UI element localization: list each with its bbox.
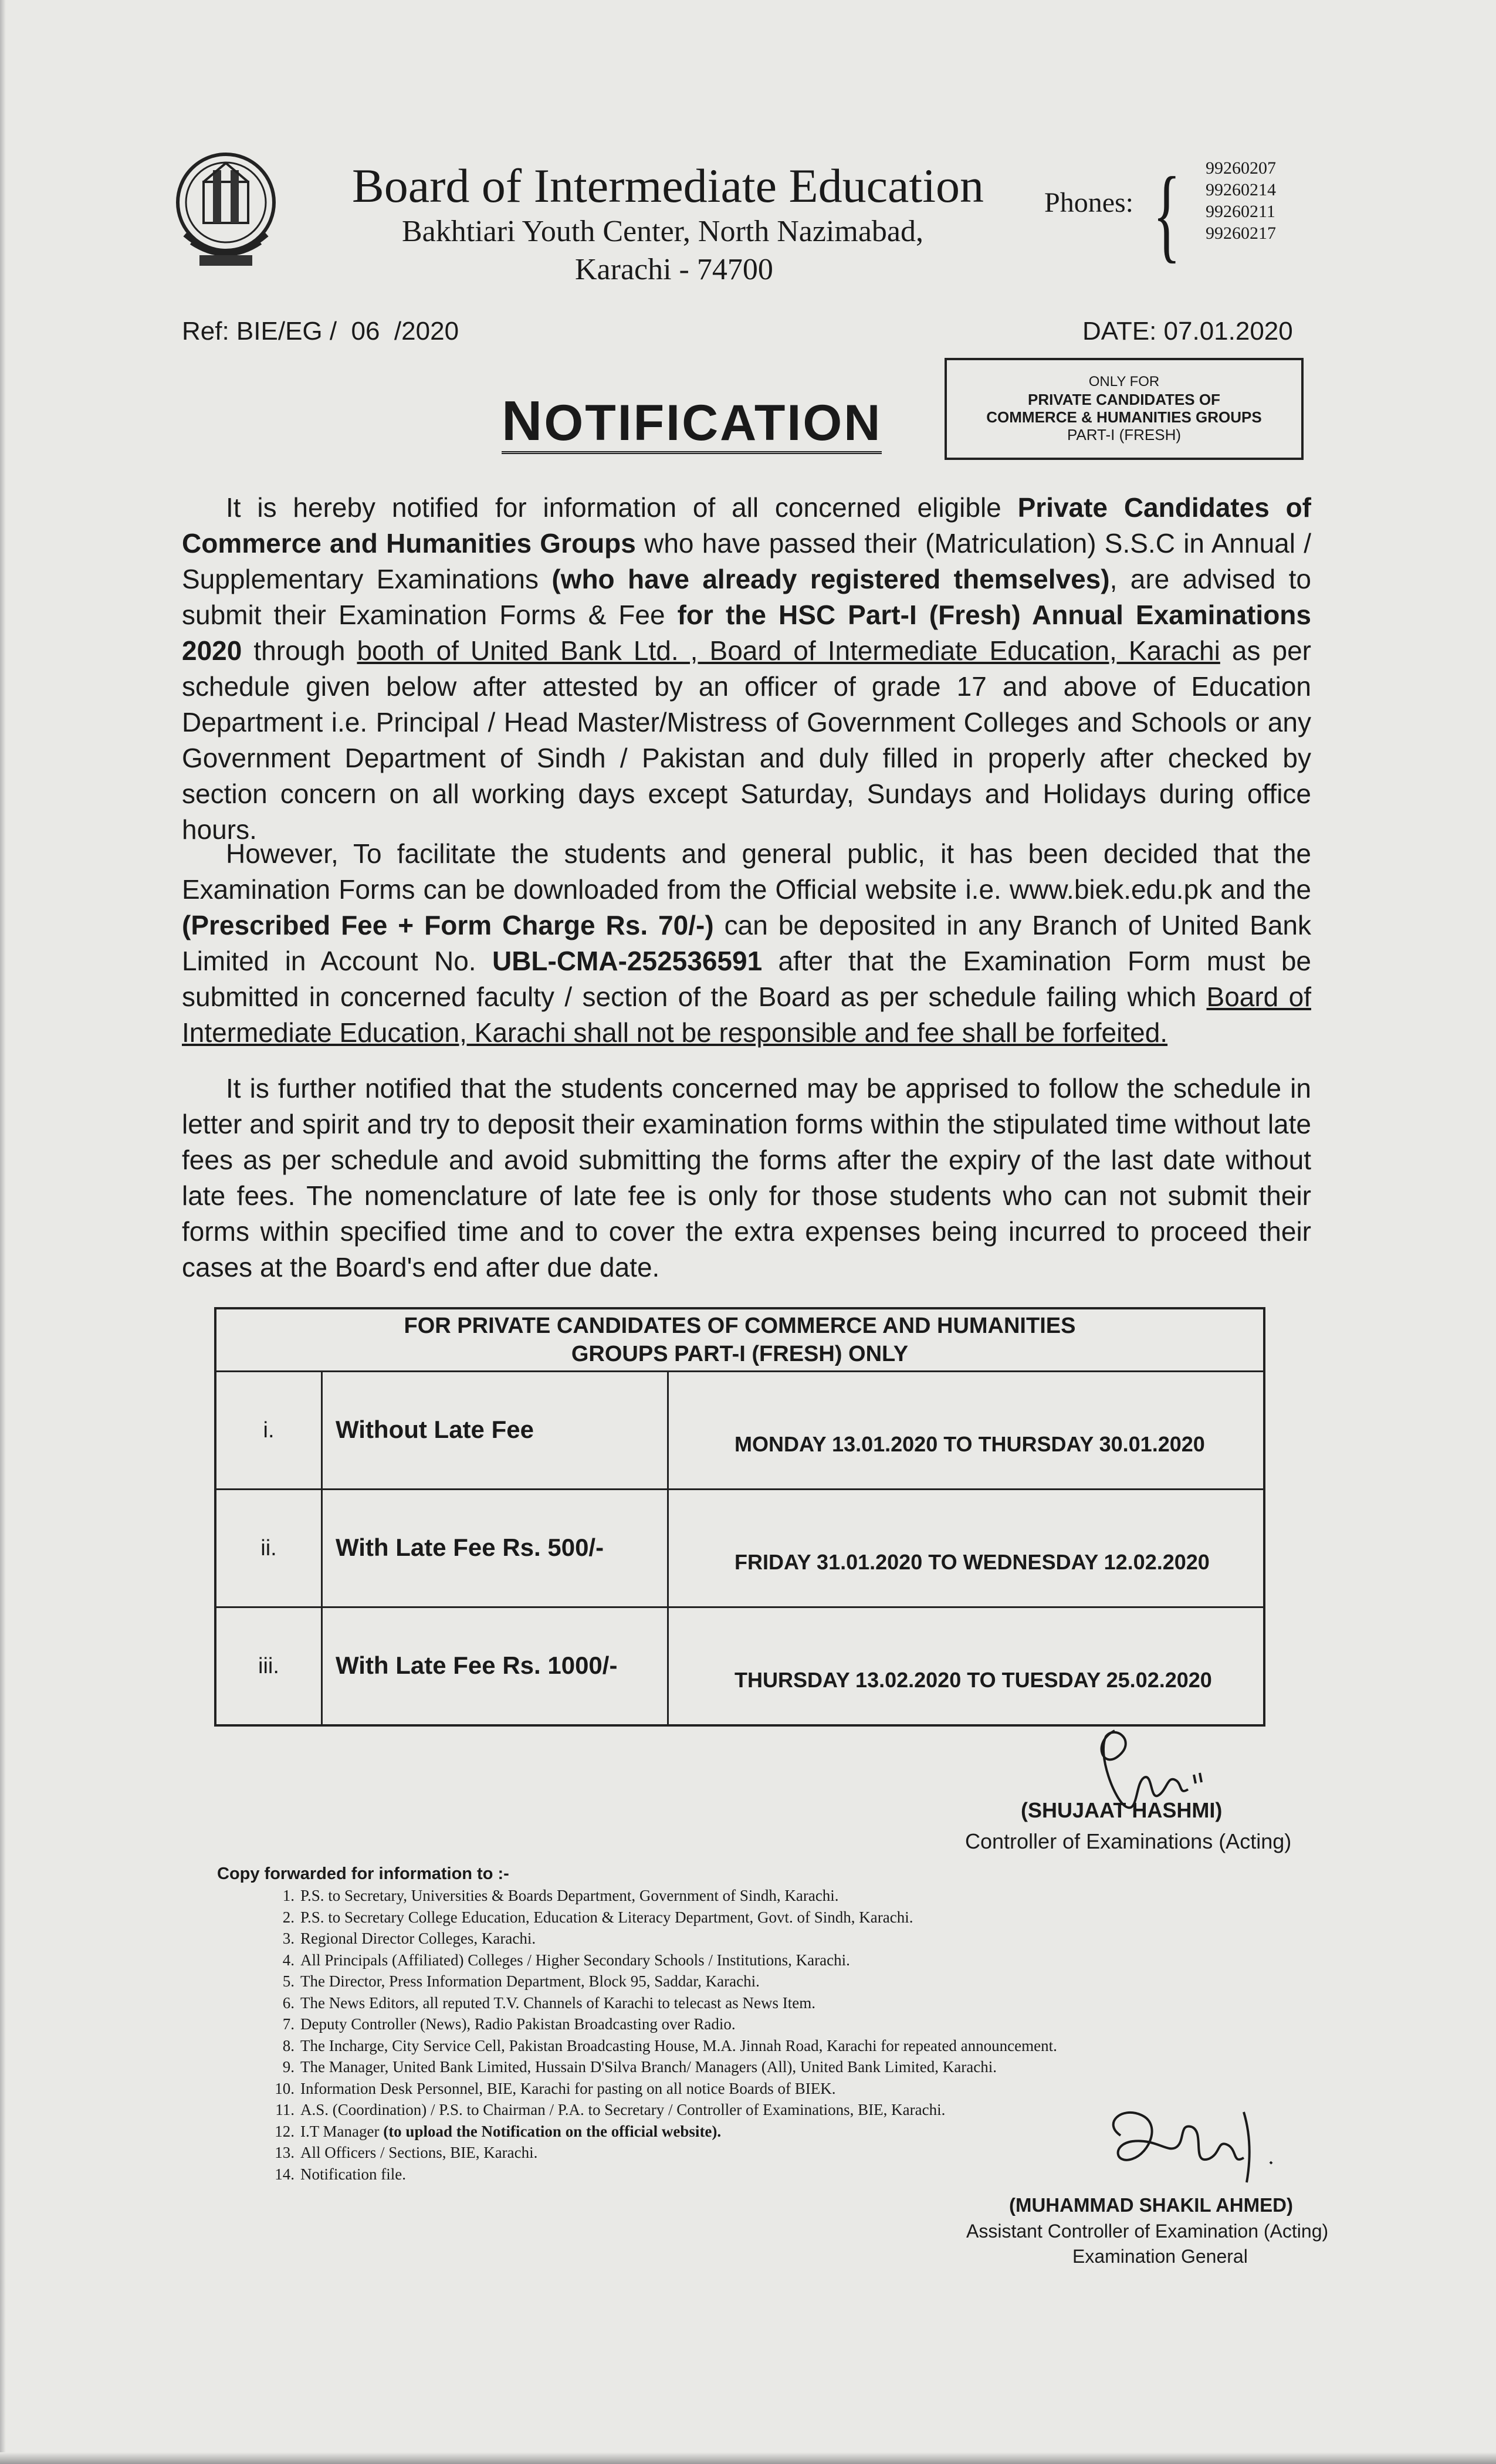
phone-number: 99260207 bbox=[1206, 158, 1276, 178]
item-text: Notification file. bbox=[300, 2165, 406, 2183]
list-item bbox=[264, 2099, 1057, 2121]
board-seal-icon bbox=[167, 147, 285, 276]
item-number: 7. bbox=[282, 2015, 295, 2033]
paragraph-schedule-notice: It is further notified that the students concerned may be apprised to follow the schedule in letter and spirit and try to deposit their examination forms within the stipulated time without late fees as per schedule and avoid submitting the forms after the expiry of the last date without late fees. The nomenclature of late fee is only for those students who can not submit their forms within specified time and to cover the extra expenses being incurred to proceed their cases at the Board's end after due date. bbox=[182, 1073, 1311, 1282]
date-range: FRIDAY 31.01.2020 TO WEDNESDAY 12.02.2020 bbox=[668, 1490, 1265, 1607]
table-row bbox=[215, 1490, 1264, 1607]
reference-number: Ref: BIE/EG / 06 /2020 bbox=[182, 317, 459, 346]
list-item bbox=[264, 2142, 1057, 2164]
schedule-header bbox=[215, 1308, 1264, 1372]
item-number: 13. bbox=[275, 2144, 295, 2161]
notification-date: DATE: 07.01.2020 bbox=[1082, 317, 1293, 346]
fee-category: With Late Fee Rs. 1000/- bbox=[322, 1607, 668, 1726]
item-text: All Officers / Sections, BIE, Karachi. bbox=[300, 2144, 538, 2161]
item-number: 4. bbox=[282, 1951, 295, 1969]
item-number: 10. bbox=[275, 2079, 295, 2097]
item-text: The Director, Press Information Department, Block 95, Saddar, Karachi. bbox=[300, 1972, 760, 1990]
row-number: ii. bbox=[215, 1490, 322, 1607]
item-text: A.S. (Coordination) / P.S. to Chairman / P.A. to Secretary / Controller of Examinations, BIE, Karachi. bbox=[300, 2101, 946, 2118]
para-text: through bbox=[242, 635, 357, 666]
item-text: The News Editors, all reputed T.V. Channels of Karachi to telecast as News Item. bbox=[300, 1993, 816, 2012]
account-number: UBL-CMA-252536591 bbox=[492, 946, 763, 976]
board-address-line2: Karachi - 74700 bbox=[575, 253, 773, 286]
notification-title bbox=[502, 390, 882, 454]
para-bold: (Prescribed Fee + Form Charge Rs. 70/-) bbox=[182, 910, 714, 940]
item-text: P.S. to Secretary, Universities & Boards Department, Government of Sindh, Karachi. bbox=[300, 1887, 839, 1904]
title-initial: N bbox=[502, 390, 544, 452]
scan-edge-bottom bbox=[0, 2452, 1496, 2464]
eligibility-line: COMMERCE & HUMANITIES GROUPS bbox=[986, 408, 1262, 426]
item-number: 9. bbox=[282, 2058, 295, 2076]
phone-number: 99260217 bbox=[1206, 224, 1276, 243]
list-item bbox=[264, 1971, 1057, 1992]
fee-category: Without Late Fee bbox=[322, 1372, 668, 1490]
row-number: i. bbox=[215, 1372, 322, 1490]
assistant-controller-signature bbox=[1097, 2089, 1285, 2197]
item-text: P.S. to Secretary College Education, Education & Literacy Department, Govt. of Sindh, Karachi. bbox=[300, 1908, 913, 1926]
para-text: who have passed their (Matriculation) S.S.C in Annual / Supplementary Examinations bbox=[182, 528, 1311, 594]
paragraph-online-deposit bbox=[182, 836, 1311, 1051]
para-bold: for the HSC Part-I (Fresh) Annual Examinations 2020 bbox=[182, 600, 1311, 666]
para-text: as per schedule given below after attested by an officer of grade 17 and above of Education Department i.e. Principal / Head Master/Mistress of Government Colleges and Schools or any Government Department of Sindh / Pakistan and duly filled in properly after checked by section concern on all working days except Saturday, Sundays and Holidays during office hours. bbox=[182, 635, 1311, 845]
list-item bbox=[264, 2035, 1057, 2057]
para-text: However, To facilitate the students and general public, it has been decided that the Examination Forms can be downloaded from the Official website i.e. www.biek.edu.pk and the bbox=[182, 838, 1311, 905]
phone-number: 99260211 bbox=[1206, 202, 1275, 221]
para-text: can be deposited in any Branch of United Bank Limited in Account No. bbox=[182, 910, 1312, 976]
row-number: iii. bbox=[215, 1607, 322, 1726]
list-item bbox=[264, 2121, 1057, 2143]
paragraph-eligibility bbox=[182, 490, 1311, 848]
copy-forwarded-heading: Copy forwarded for information to :- bbox=[217, 1864, 509, 1883]
item-text: The Manager, United Bank Limited, Hussain D'Silva Branch/ Managers (All), United Bank Limited, Karachi. bbox=[300, 2058, 997, 2076]
list-item bbox=[264, 2056, 1057, 2078]
date-range: MONDAY 13.01.2020 TO THURSDAY 30.01.2020 bbox=[668, 1372, 1265, 1490]
eligibility-line: ONLY FOR bbox=[1088, 374, 1160, 390]
title-rest: OTIFICATION bbox=[544, 395, 882, 451]
fee-schedule-table bbox=[214, 1307, 1265, 1727]
board-address-line1: Bakhtiari Youth Center, North Nazimabad, bbox=[402, 215, 923, 248]
item-text: The Incharge, City Service Cell, Pakistan Broadcasting House, M.A. Jinnah Road, Karachi for repeated announcement. bbox=[300, 2036, 1057, 2055]
schedule-header-line: GROUPS PART-I (FRESH) ONLY bbox=[571, 1342, 909, 1366]
eligibility-line: PRIVATE CANDIDATES OF bbox=[1028, 391, 1220, 408]
schedule-header-line: FOR PRIVATE CANDIDATES OF COMMERCE AND HUMANITIES bbox=[404, 1314, 1076, 1338]
fee-category: With Late Fee Rs. 500/- bbox=[322, 1490, 668, 1607]
board-name: Board of Intermediate Education bbox=[352, 159, 984, 212]
item-number: 3. bbox=[282, 1930, 295, 1947]
list-item bbox=[264, 1907, 1057, 1928]
signatory-name: (SHUJAAT HASHMI) bbox=[1021, 1798, 1223, 1822]
item-text: All Principals (Affiliated) Colleges / Higher Secondary Schools / Institutions, Karachi. bbox=[300, 1951, 850, 1969]
item-number: 8. bbox=[282, 2036, 295, 2055]
table-row bbox=[215, 1372, 1264, 1490]
list-item bbox=[264, 1992, 1057, 2014]
list-item bbox=[264, 1928, 1057, 1949]
item-text-bold: (to upload the Notification on the official website). bbox=[383, 2122, 722, 2140]
signatory-department: Examination General bbox=[1072, 2246, 1248, 2267]
item-text: Deputy Controller (News), Radio Pakistan Broadcasting over Radio. bbox=[300, 2015, 736, 2033]
item-number: 6. bbox=[282, 1993, 295, 2012]
item-number: 1. bbox=[282, 1887, 295, 1904]
signatory-title: Controller of Examinations (Acting) bbox=[965, 1829, 1292, 1853]
item-number: 2. bbox=[282, 1908, 295, 1926]
list-item bbox=[264, 1949, 1057, 1971]
list-item bbox=[264, 2013, 1057, 2035]
list-item bbox=[264, 2164, 1057, 2185]
item-text: Information Desk Personnel, BIE, Karachi for pasting on all notice Boards of BIEK. bbox=[300, 2079, 836, 2097]
item-number: 11. bbox=[275, 2101, 295, 2118]
item-number: 14. bbox=[275, 2165, 295, 2183]
item-text: Regional Director Colleges, Karachi. bbox=[300, 1930, 536, 1947]
phone-numbers bbox=[1206, 157, 1276, 244]
item-number: 12. bbox=[275, 2122, 295, 2140]
para-underline: Board of Intermediate Education, Karachi shall not be responsible and fee shall be forfeited. bbox=[182, 981, 1311, 1048]
signatory-title: Assistant Controller of Examination (Acting) bbox=[966, 2221, 1329, 2242]
list-item bbox=[264, 2078, 1057, 2100]
date-range: THURSDAY 13.02.2020 TO TUESDAY 25.02.2020 bbox=[668, 1607, 1265, 1726]
item-number: 5. bbox=[282, 1972, 295, 1990]
para-text: after that the Examination Form must be submitted in concerned faculty / section of the Board as per schedule failing which bbox=[182, 946, 1312, 1012]
list-item bbox=[264, 1885, 1057, 1907]
item-text: I.T Manager bbox=[300, 2122, 384, 2140]
para-underline: booth of United Bank Ltd. , Board of Intermediate Education, Karachi bbox=[357, 635, 1220, 666]
para-bold: (who have already registered themselves) bbox=[551, 564, 1110, 594]
para-text: It is hereby notified for information of all concerned eligible bbox=[226, 492, 1018, 523]
phones-label: Phones: bbox=[1044, 187, 1134, 218]
scan-edge-left bbox=[0, 0, 6, 2464]
phone-number: 99260214 bbox=[1206, 180, 1276, 199]
para-bold: Private Candidates of Commerce and Humanities Groups bbox=[182, 492, 1312, 559]
table-row bbox=[215, 1607, 1264, 1726]
eligibility-line: PART-I (FRESH) bbox=[1067, 426, 1182, 444]
eligibility-box bbox=[945, 358, 1304, 460]
para-text: , are advised to submit their Examination Forms & Fee bbox=[182, 564, 1311, 630]
signatory-name: (MUHAMMAD SHAKIL AHMED) bbox=[1009, 2194, 1293, 2216]
phones-brace: { bbox=[1153, 155, 1181, 272]
copy-forwarded-list bbox=[264, 1885, 1057, 2185]
